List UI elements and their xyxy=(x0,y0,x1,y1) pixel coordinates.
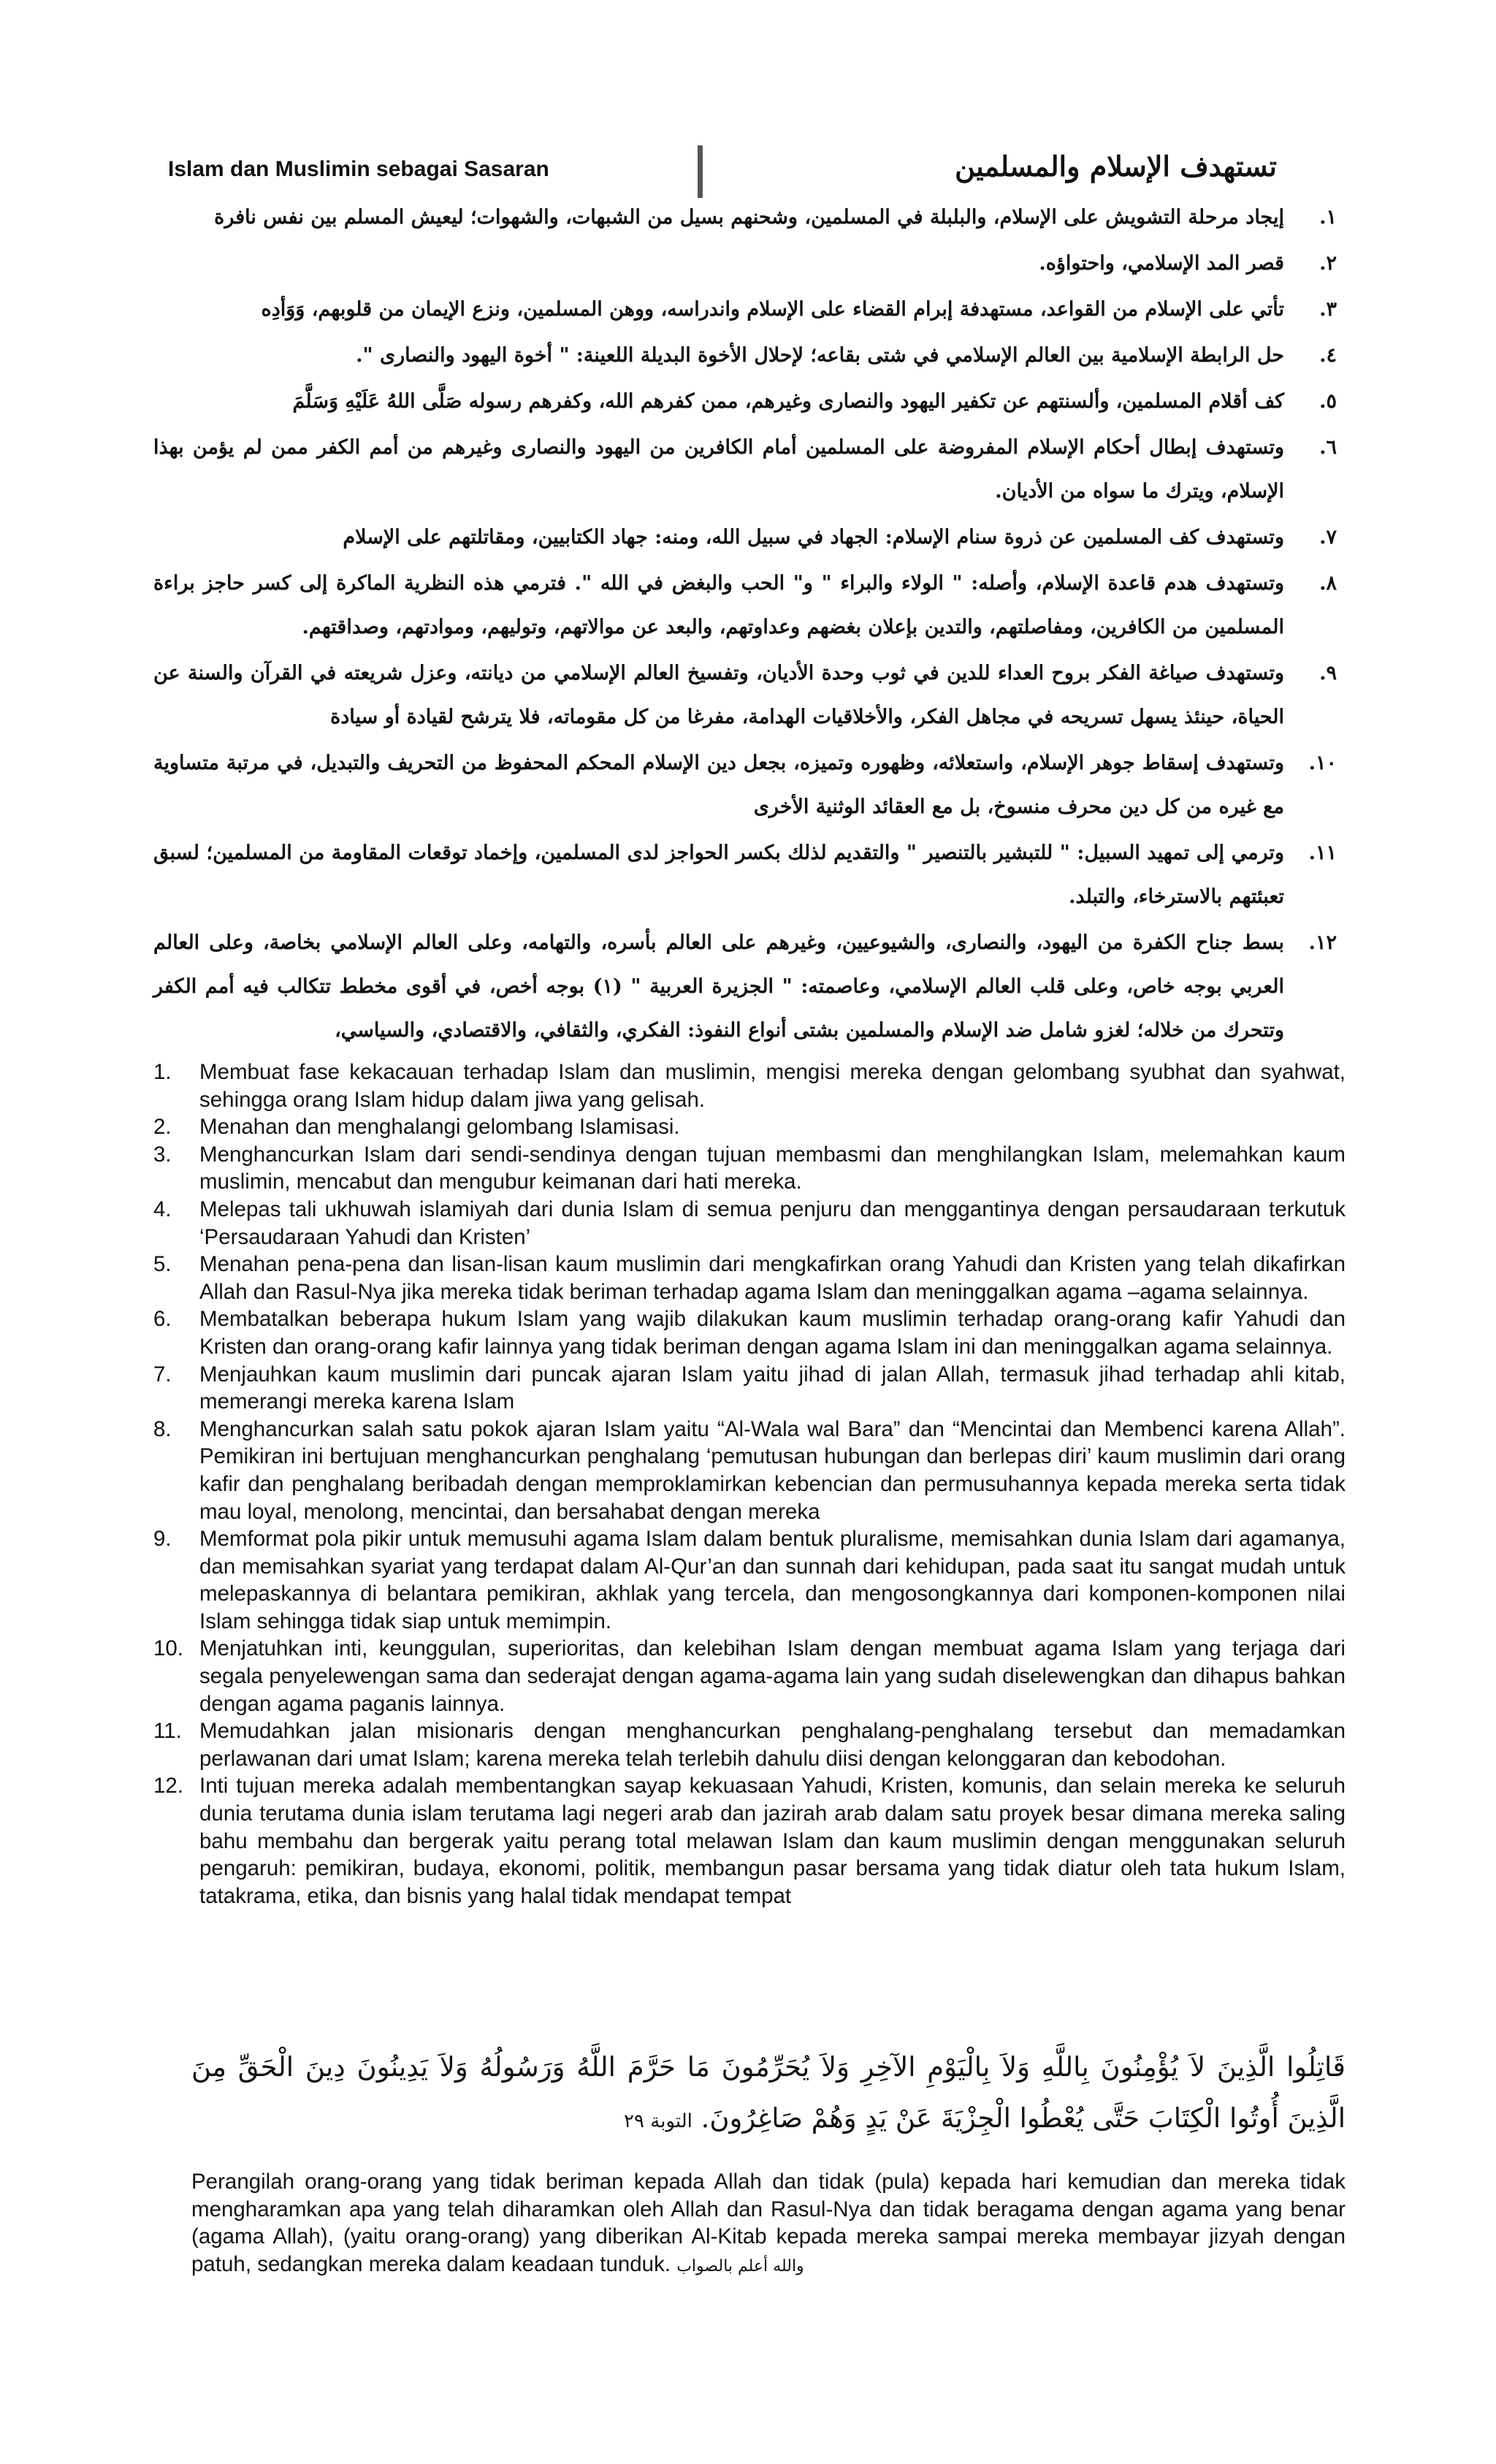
arabic-item-number: ٤. xyxy=(1319,344,1337,367)
arabic-item-text: وتستهدف هدم قاعدة الإسلام، وأصله: " الولاء والبراء " و" الحب والبغض في الله ". فترمي هذه النظرية الماكرة إلى كسر حاجز براءة المسلمين من الكافرين، ومفاصلتهم، والتدين بإعلان بغضهم وعداوتهم، والبعد عن موالاتهم، وتوليهم، وموادتهم، وصداقتهم. xyxy=(153,572,1284,638)
arabic-item-text: كف أقلام المسلمين، وألسنتهم عن تكفير اليهود والنصارى وغيرهم، ممن كفرهم الله، وكفرهم رسوله صَلَّى اللهُ عَلَيْهِ وَسَلَّمَ xyxy=(292,390,1284,413)
arabic-item-number: ١٢. xyxy=(1308,931,1337,954)
latin-item-number: 3. xyxy=(153,1142,172,1167)
latin-list-item xyxy=(153,1113,1346,1141)
latin-list-item xyxy=(153,1305,1346,1360)
arabic-list-item xyxy=(153,334,1337,378)
arabic-item-text: وتستهدف إسقاط جوهر الإسلام، واستعلائه، وظهوره وتميزه، بجعل دين الإسلام المحكم المحفوظ من التحريف والتبديل، في مرتبة متساوية مع غيره من كل دين محرف منسوخ، بل مع العقائد الوثنية الأخرى xyxy=(153,752,1284,818)
arabic-item-number: ١. xyxy=(1319,206,1337,229)
latin-list-item xyxy=(153,1059,1346,1113)
arabic-item-text: وتستهدف إبطال أحكام الإسلام المفروضة على المسلمين أمام الكافرين من اليهود والنصارى وغيرهم من أمم الكفر ممن لم يؤمن بهذا الإسلام، ويترك ما سواه من الأديان. xyxy=(153,436,1284,503)
arabic-list-item xyxy=(153,196,1337,240)
arabic-item-text: وتستهدف صياغة الفكر بروح العداء للدين في ثوب وحدة الأديان، وتفسيخ العالم الإسلامي من ديانته، وعزل شريعته في القرآن والسنة عن الحياة، حينئذ يسهل تسريحه في مجاهل الفكر، والأخلاقيات الهدامة، مفرغا من كل مقوماته، فلا يترشح لقيادة أو سيادة xyxy=(153,662,1284,728)
arabic-item-number: ٣. xyxy=(1319,298,1337,321)
latin-list-item xyxy=(153,1251,1346,1305)
latin-item-text: Menghancurkan salah satu pokok ajaran Islam yaitu “Al-Wala wal Bara” dan “Mencintai dan Membenci karena Allah”. Pemikiran ini bertujuan menghancurkan penghalang ‘pemutusan hubungan dan berlepas diri’ kaum muslimin dari orang kafir dan penghalang beribadah dengan memproklamirkan kebencian dan permusuhannya kepada mereka serta tidak mau loyal, menolong, mencintai, dan bersahabat dengan mereka xyxy=(199,1416,1346,1524)
arabic-item-number: ١١. xyxy=(1308,842,1337,864)
latin-item-text: Inti tujuan mereka adalah membentangkan sayap kekuasaan Yahudi, Kristen, komunis, dan selain mereka ke seluruh dunia terutama dunia islam terutama lagi negeri arab dan jazirah arab dalam satu proyek besar dimana mereka saling bahu membahu dan bergerak yaitu perang total melawan Islam dan kaum muslimin dengan menggunakan seluruh pengaruh: pemikiran, budaya, ekonomi, politik, membangun pasar bersama yang tidak diatur oleh tata hukum Islam, tatakrama, etika, dan bisnis yang halal tidak mendapat tempat xyxy=(199,1774,1346,1908)
arabic-item-number: ٢. xyxy=(1319,252,1337,275)
latin-list-item xyxy=(153,1416,1346,1525)
arabic-item-text: وترمي إلى تمهيد السبيل: " للتبشير بالتنصير " والتقديم لذلك بكسر الحواجز لدى المسلمين، وإخماد توقعات المقاومة من المسلمين؛ لسبق تعبئتهم بالاسترخاء، والتبلد. xyxy=(153,842,1284,908)
arabic-item-number: ٨. xyxy=(1319,572,1337,595)
verse-reference: التوبة ٢٩ xyxy=(624,2110,692,2132)
latin-item-number: 11. xyxy=(153,1719,182,1744)
latin-list-item xyxy=(153,1772,1346,1910)
arabic-list-item xyxy=(153,831,1337,919)
latin-list-item xyxy=(153,1717,1346,1772)
arabic-list-item xyxy=(153,288,1337,332)
latin-item-text: Menahan dan menghalangi gelombang Islamisasi. xyxy=(199,1115,680,1140)
latin-list-item xyxy=(153,1525,1346,1635)
verse-text: قَاتِلُوا الَّذِينَ لاَ يُؤْمِنُونَ بِاللَّهِ وَلاَ بِالْيَوْمِ الآخِرِ وَلاَ يُحَرِّمُونَ مَا حَرَّمَ اللَّهُ وَرَسُولُهُ وَلاَ يَدِينُونَ دِينَ الْحَقِّ مِنَ الَّذِينَ أُوتُوا الْكِتَابَ حَتَّى يُعْطُوا الْجِزْيَةَ عَنْ يَدٍ وَهُمْ صَاغِرُونَ. xyxy=(191,2051,1346,2134)
arabic-list-item xyxy=(153,741,1337,829)
arabic-item-text: قصر المد الإسلامي، واحتواؤه. xyxy=(1039,252,1284,275)
arabic-list-item xyxy=(153,380,1337,424)
latin-item-text: Menjauhkan kaum muslimin dari puncak ajaran Islam yaitu jihad di jalan Allah, termasuk jihad terhadap ahli kitab, memerangi mereka karena Islam xyxy=(199,1362,1346,1414)
header-title-arabic: تستهدف الإسلام والمسلمين xyxy=(955,150,1277,183)
arabic-item-number: ٥. xyxy=(1319,390,1337,413)
arabic-item-text: بسط جناح الكفرة من اليهود، والنصارى، والشيوعيين، وغيرهم على العالم بأسره، والتهامه، وعلى العالم الإسلامي بخاصة، وعلى العالم العربي بوجه خاص، وعلى قلب العالم الإسلامي، وعاصمته: " الجزيرة العربية " (١) بوجه أخص، في أقوى مخطط تتكالب فيه أمم الكفر وتتحرك من خلاله؛ لغزو شامل ضد الإسلام والمسلمين بشتى أنواع النفوذ: الفكري، والثقافي، والاقتصادي، والسياسي، xyxy=(153,931,1284,1042)
arabic-list-item xyxy=(153,562,1337,649)
closing-phrase: والله أعلم بالصواب xyxy=(676,2257,804,2276)
latin-list-item xyxy=(153,1141,1346,1196)
latin-list-item xyxy=(153,1635,1346,1717)
latin-item-text: Melepas tali ukhuwah islamiyah dari dunia Islam di semua penjuru dan menggantinya dengan persaudaraan terkutuk ‘Persaudaraan Yahudi dan Kristen’ xyxy=(199,1197,1346,1249)
latin-item-text: Menjatuhkan inti, keunggulan, superioritas, dan kelebihan Islam dengan membuat agama Islam yang terjaga dari segala penyelewengan sama dan sederajat dengan agama-agama lain yang sudah diselewengkan dan dihapus bahkan dengan agama paganis lainnya. xyxy=(199,1636,1346,1716)
latin-item-number: 5. xyxy=(153,1252,172,1277)
arabic-list-item xyxy=(153,242,1337,286)
arabic-item-text: تأتي على الإسلام من القواعد، مستهدفة إبرام القضاء على الإسلام واندراسه، ووهن المسلمين، ونزع الإيمان من قلوبهم، وَوَأدِه xyxy=(261,298,1284,321)
arabic-list-item xyxy=(153,516,1337,560)
latin-list-item xyxy=(153,1361,1346,1416)
latin-item-number: 9. xyxy=(153,1527,172,1552)
latin-item-text: Membatalkan beberapa hukum Islam yang wajib dilakukan kaum muslimin terhadap orang-orang kafir Yahudi dan Kristen dan orang-orang kafir lainnya yang tidak beriman dengan agama Islam ini dan meninggalkan agama selainnya. xyxy=(199,1307,1346,1359)
arabic-list xyxy=(153,196,1337,1055)
page-header xyxy=(0,150,1496,194)
latin-item-number: 8. xyxy=(153,1416,172,1441)
latin-item-text: Memudahkan jalan misionaris dengan menghancurkan penghalang-penghalang tersebut dan memadamkan perlawanan dari umat Islam; karena mereka telah terlebih dahulu diisi dengan kelonggaran dan kebodohan. xyxy=(199,1719,1346,1771)
arabic-item-text: حل الرابطة الإسلامية بين العالم الإسلامي في شتى بقاعه؛ لإحلال الأخوة البديلة اللعينة: " أخوة اليهود والنصارى ". xyxy=(356,344,1284,367)
latin-item-text: Menghancurkan Islam dari sendi-sendinya dengan tujuan membasmi dan menghilangkan Islam, melemahkan kaum muslimin, mencabut dan mengubur keimanan dari hati mereka. xyxy=(199,1142,1346,1194)
arabic-item-number: ٦. xyxy=(1319,436,1337,459)
translation-text: Perangilah orang-orang yang tidak beriman kepada Allah dan tidak (pula) kepada hari kemudian dan mereka tidak mengharamkan apa yang telah diharamkan oleh Allah dan Rasul-Nya dan tidak beragama dengan agama yang benar (agama Allah), (yaitu orang-orang) yang diberikan Al-Kitab kepada mereka sampai mereka membayar jizyah dengan patuh, sedangkan mereka dalam keadaan tunduk. xyxy=(191,2170,1346,2276)
quran-verse xyxy=(191,2042,1346,2147)
latin-list-item xyxy=(153,1196,1346,1251)
arabic-item-number: ١٠. xyxy=(1308,752,1337,774)
latin-item-text: Membuat fase kekacauan terhadap Islam dan muslimin, mengisi mereka dengan gelombang syubhat dan syahwat, sehingga orang Islam hidup dalam jiwa yang gelisah. xyxy=(199,1060,1346,1112)
header-title-latin: Islam dan Muslimin sebagai Sasaran xyxy=(168,157,549,181)
latin-item-number: 6. xyxy=(153,1307,172,1332)
arabic-item-text: إيجاد مرحلة التشويش على الإسلام، والبلبلة في المسلمين، وشحنهم بسيل من الشبهات، والشهوات؛ ليعيش المسلم بين نفس نافرة xyxy=(214,206,1284,229)
arabic-list-item xyxy=(153,426,1337,514)
latin-item-number: 10. xyxy=(153,1636,184,1661)
latin-item-number: 1. xyxy=(153,1060,172,1084)
latin-item-number: 4. xyxy=(153,1197,172,1221)
arabic-list-item xyxy=(153,921,1337,1053)
arabic-list-item xyxy=(153,652,1337,739)
arabic-item-text: وتستهدف كف المسلمين عن ذروة سنام الإسلام: الجهاد في سبيل الله، ومنه: جهاد الكتابيين، ومقاتلتهم على الإسلام xyxy=(343,526,1284,549)
header-divider xyxy=(698,145,703,198)
latin-item-number: 12. xyxy=(153,1774,184,1799)
arabic-item-number: ٧. xyxy=(1319,526,1337,549)
latin-list xyxy=(153,1059,1346,1910)
latin-item-number: 7. xyxy=(153,1362,172,1387)
arabic-item-number: ٩. xyxy=(1319,662,1337,684)
latin-item-text: Menahan pena-pena dan lisan-lisan kaum muslimin dari mengkafirkan orang Yahudi dan Kristen yang telah dikafirkan Allah dan Rasul-Nya jika mereka tidak beriman terhadap agama Islam dan meninggalkan agama –agama selainnya. xyxy=(199,1252,1346,1304)
latin-item-text: Memformat pola pikir untuk memusuhi agama Islam dalam bentuk pluralisme, memisahkan dunia Islam dari agamanya, dan memisahkan syariat yang terdapat dalam Al-Qur’an dan sunnah dari kehidupan, pada saat itu sangat mudah untuk melepaskannya di belantara pemikiran, akhlak yang tercela, dan mengosongkannya dari komponen-komponen nilai Islam sehingga tidak siap untuk memimpin. xyxy=(199,1527,1346,1633)
latin-item-number: 2. xyxy=(153,1115,172,1140)
verse-translation xyxy=(191,2168,1346,2280)
